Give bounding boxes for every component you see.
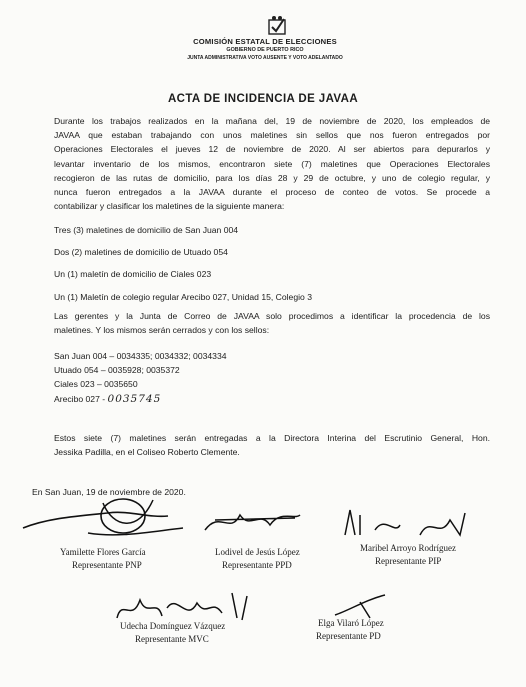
header-board: JUNTA ADMINISTRATIVA VOTO AUSENTE Y VOTO ADELANTADO [187,55,343,61]
place-date: En San Juan, 19 de noviembre de 2020. [32,487,186,497]
list-item: Un (1) maletín de domicilio de Ciales 023 [54,269,212,279]
signatory-role: Representante PD [316,631,381,641]
seal-line: Ciales 023 – 0035650 [54,379,138,390]
seal-line: Utuado 054 – 0035928; 0035372 [54,365,180,376]
signature-ppd [200,500,310,545]
procedure-line: maletines. Y los mismos serán cerrados y con los sellos: [54,325,270,336]
signatory-role: Representante PNP [72,560,142,570]
signature-pd [330,590,400,620]
list-item: Tres (3) maletines de domicilio de San Juan 004 [54,225,239,235]
signatory-name: Maribel Arroyo Rodríguez [360,543,456,553]
signatory-name: Udecha Domínguez Vázquez [120,621,226,631]
intro-line: contabilizar y clasificar los maletines de la siguiente manera: [54,201,285,212]
delivery-line: Jessika Padilla, en el Coliseo Roberto Clemente. [54,447,240,458]
intro-line: JAVAA que estaban trabajando con unos maletines sin sellos que nos fueron entregados por [54,130,490,141]
delivery-line: Estos siete (7) maletines serán entregadas a la Directora Interina del Escrutinio General, Hon. [54,433,490,443]
signatory-name: Lodivel de Jesús López [215,547,300,557]
intro-line: Operaciones Electorales el jueves 12 de noviembre de 2020. Al ser abiertos para depurarlos y [54,144,490,155]
intro-line: recogieron de las rutas de domicilio, para los días 28 y 29 de octubre, y uno de colegio regular, y [54,172,490,183]
list-item: Un (1) Maletín de colegio regular Arecibo 027, Unidad 15, Colegio 3 [54,292,312,302]
seal-label: Arecibo 027 - [54,393,106,404]
seal-line [54,392,490,406]
intro-line: nunca fueron entregados a la JAVAA durante el proceso de conteo de votos. Se procede a [54,187,490,198]
intro-line: levantar inventario de los mismos, encontraron siete (7) maletines que Operaciones Electorales [54,158,490,169]
intro-line: Durante los trabajos realizados en la mañana del, 19 de noviembre de 2020, los empleados de [54,116,490,126]
signatory-name: Yamilette Flores García [60,547,146,557]
signature-pnp [18,488,188,548]
signatory-name: Elga Vilaró López [318,618,384,628]
handwritten-seal-number: 0035745 [107,392,162,405]
signatory-role: Representante PPD [222,560,292,570]
commission-seal-icon [265,14,289,38]
intro-paragraph [54,114,490,213]
seal-line: San Juan 004 – 0034335; 0034332; 0034334 [54,351,227,361]
delivery-paragraph [54,431,490,459]
signatory-role: Representante MVC [135,634,209,644]
signatory-role: Representante PIP [375,556,442,566]
header-gov: GOBIERNO DE PUERTO RICO [226,47,304,53]
procedure-paragraph [54,309,490,337]
seal-list [54,349,490,406]
document-title: ACTA DE INCIDENCIA DE JAVAA [167,93,359,105]
procedure-line: Las gerentes y la Junta de Correo de JAVAA solo procedimos a identificar la procedencia de los [54,311,490,321]
signature-pip [340,505,480,545]
list-item: Dos (2) maletines de domicilio de Utuado 054 [54,247,228,257]
header-org: COMISIÓN ESTATAL DE ELECCIONES [193,37,337,46]
